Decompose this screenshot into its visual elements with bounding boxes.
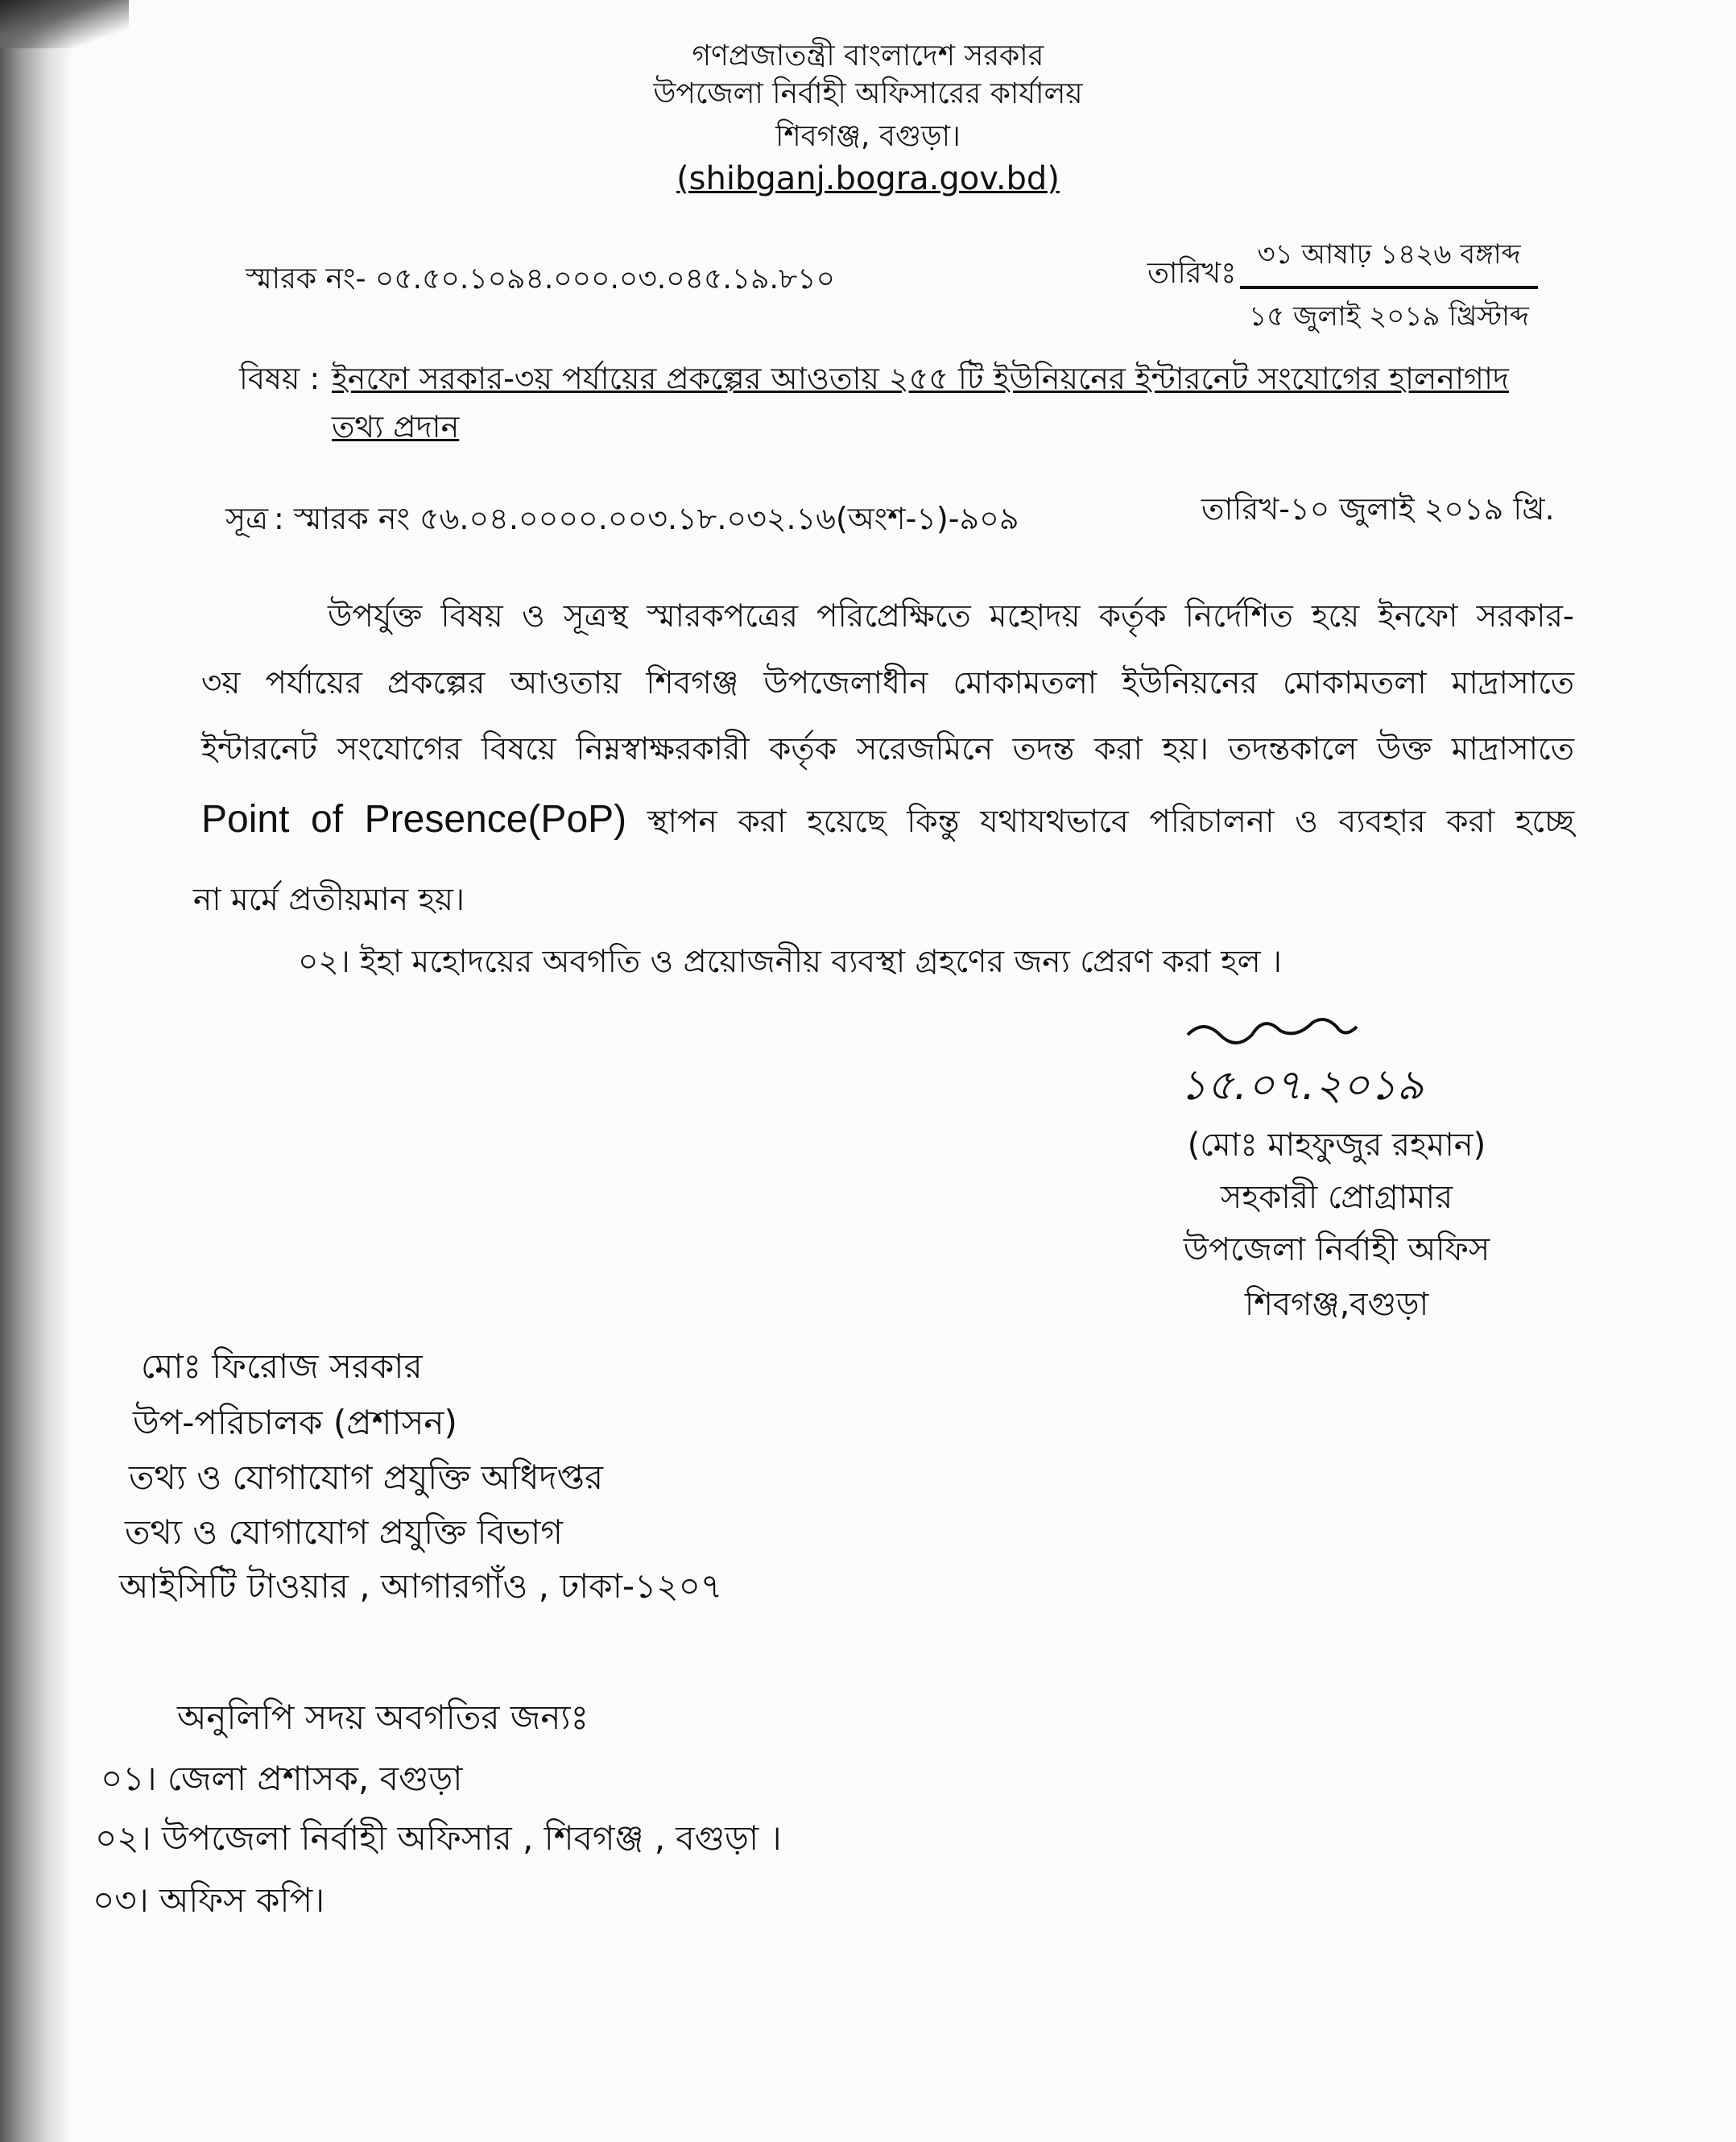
subject-line2: তথ্য প্রদান (332, 409, 460, 445)
recipient-division: তথ্য ও যোগাযোগ প্রযুক্তি বিভাগ (125, 1512, 563, 1552)
memo-date-english: ১৫ জুলাই ২০১৯ খ্রিস্টাব্দ (1249, 300, 1529, 333)
body-line-3: ইন্টারনেট সংযোগের বিষয়ে নিম্নস্বাক্ষরকারী কর্তৃক সরেজমিনে তদন্ত করা হয়। তদন্তকালে উক্ত মাদ্রাসাতে (201, 731, 1574, 767)
signatory-office: উপজেলা নির্বাহী অফিস (1183, 1231, 1490, 1268)
header-office: উপজেলা নির্বাহী অফিসারের কার্যালয় (653, 77, 1083, 110)
subject-label: বিষয় : (239, 361, 320, 396)
reference-label: সূত্র (225, 501, 269, 536)
body-line-5: না মর্মে প্রতীয়মান হয়। (193, 882, 465, 918)
copy-item-3: ০৩। অফিস কপি। (93, 1880, 325, 1920)
copy-item-1: ০১। জেলা প্রশাসক, বগুড়া (101, 1759, 463, 1798)
recipient-department: তথ্য ও যোগাযোগ প্রযুক্তি অধিদপ্তর (129, 1458, 604, 1497)
recipient-designation: উপ-পরিচালক (প্রশাসন) (133, 1403, 457, 1442)
memo-date-bangla: ৩১ আষাঢ় ১৪২৬ বঙ্গাব্দ (1240, 234, 1538, 289)
memo-number: স্মারক নং- ০৫.৫০.১০৯৪.০০০.০৩.০৪৫.১৯.৮১০ (246, 263, 836, 296)
body-line-1: উপর্যুক্ত বিষয় ও সূত্রস্থ স্মারকপত্রের পরিপ্রেক্ষিতে মহোদয় কর্তৃক নির্দেশিত হয়ে ইনফো সরকার- (328, 598, 1574, 635)
body-line-2: ৩য় পর্যায়ের প্রকল্পের আওতায় শিবগঞ্জ উপজেলাধীন মোকামতলা ইউনিয়নের মোকামতলা মাদ্রাসাতে (201, 665, 1574, 701)
reference-number: : স্মারক নং ৫৬.০৪.০০০০.০০৩.১৮.০৩২.১৬(অংশ-১)-৯০৯ (274, 501, 1019, 536)
subject-line1: ইনফো সরকার-৩য় পর্যায়ের প্রকল্পের আওতায় ২৫৫ টি ইউনিয়নের ইন্টারনেট সংযোগের হালনাগাদ (332, 361, 1509, 396)
recipient-address: আইসিটি টাওয়ার , আগারগাঁও , ঢাকা-১২০৭ (119, 1566, 723, 1606)
handwritten-signature (1172, 1011, 1542, 1115)
body-line-4-rest: স্থাপন করা হয়েছে কিন্তু যথাযথভাবে পরিচালনা ও ব্যবহার করা হচ্ছে (647, 804, 1574, 840)
body-line-4 (201, 797, 1574, 850)
signature-date: ১৫.০৭.২০১৯ (1180, 1061, 1424, 1110)
copy-item-2: ০২। উপজেলা নির্বাহী অফিসার , শিবগঞ্জ , বগুড়া । (95, 1818, 782, 1858)
recipient-name: মোঃ ফিরোজ সরকার (141, 1346, 423, 1386)
signatory-name: (মোঃ মাহফুজুর রহমান) (1187, 1127, 1486, 1164)
copies-heading: অনুলিপি সদয় অবগতির জন্যঃ (177, 1697, 589, 1737)
reference-date: তারিখ-১০ জুলাই ২০১৯ খ্রি. (1201, 491, 1555, 527)
header-government: গণপ্রজাতন্ত্রী বাংলাদেশ সরকার (692, 39, 1044, 72)
body-paragraph-2: ০২। ইহা মহোদয়ের অবগতি ও প্রয়োজনীয় ব্যবস্থা গ্রহণের জন্য প্রেরণ করা হল । (298, 944, 1282, 980)
memo-date-label: তারিখঃ (1147, 257, 1237, 290)
pop-term: Point of Presence(PoP) (201, 798, 627, 841)
memo-date (1240, 234, 1538, 341)
scan-shadow (0, 0, 72, 2142)
signatory-designation: সহকারী প্রোগ্রামার (1220, 1179, 1453, 1216)
header-location: শিবগঞ্জ, বগুড়া। (775, 120, 961, 153)
signatory-location: শিবগঞ্জ,বগুড়া (1244, 1286, 1429, 1323)
header-website: (shibganj.bogra.gov.bd) (676, 160, 1060, 197)
